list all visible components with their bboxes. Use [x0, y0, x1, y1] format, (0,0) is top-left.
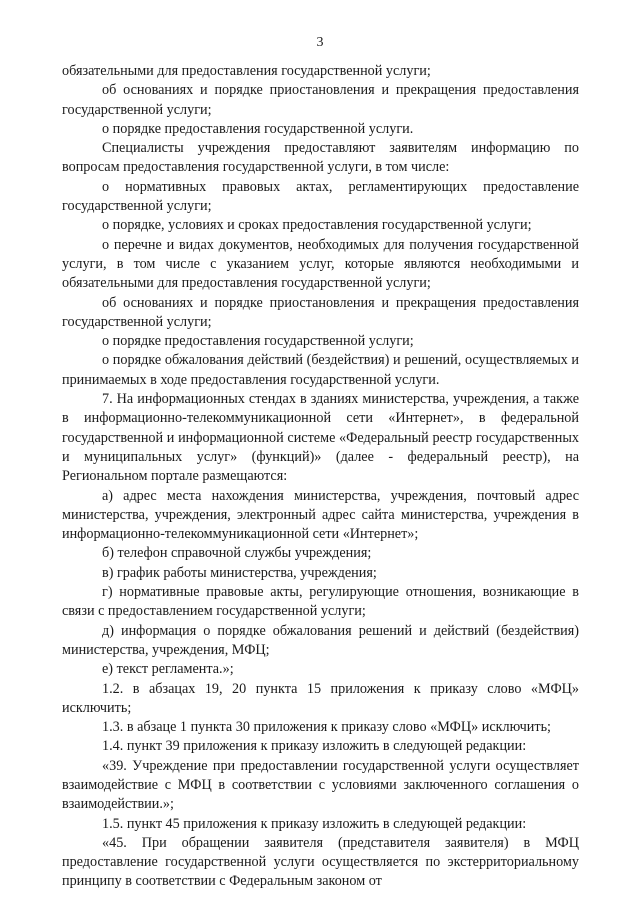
document-body	[62, 62, 579, 892]
paragraph: 1.5. пункт 45 приложения к приказу изложить в следующей редакции:	[102, 815, 527, 832]
paragraph: е) текст регламента.»;	[102, 661, 234, 678]
paragraph: обязательными для предоставления государственной услуги;	[62, 63, 431, 79]
paragraph: а) адрес места нахождения министерства, учреждения, почтовый адрес министерства, учреждения, электронный адрес сайта министерства, учреждения в информационно-телекоммуникационной сети «Интернет»;	[62, 487, 579, 543]
paragraph: о перечне и видах документов, необходимых для получения государственной услуги, в том числе с указанием услуг, которые являются необходимыми и обязательными для предоставления государственной услуги;	[62, 236, 579, 292]
paragraph: б) телефон справочной службы учреждения;	[102, 545, 372, 562]
paragraph: о порядке обжалования действий (бездействия) и решений, осуществляемых и принимаемых в ходе предоставления государственной услуги.	[62, 352, 579, 388]
paragraph: «45. При обращении заявителя (представителя заявителя) в МФЦ предоставление государственной услуги осуществляется по экстерриториальному принципу в соответствии с Федеральным законом от	[62, 834, 579, 890]
paragraph: 1.2. в абзацах 19, 20 пункта 15 приложения к приказу слово «МФЦ» исключить;	[62, 680, 579, 716]
paragraph: о нормативных правовых актах, регламентирующих предоставление государственной услуги;	[62, 178, 579, 215]
paragraph: Специалисты учреждения предоставляют заявителям информацию по вопросам предоставления государственной услуги, в том числе:	[62, 140, 579, 176]
paragraph: 1.3. в абзаце 1 пункта 30 приложения к приказу слово «МФЦ» исключить;	[102, 719, 552, 736]
paragraph: о порядке предоставления государственной услуги;	[102, 333, 414, 350]
page-number: 3	[316, 35, 324, 50]
paragraph: 7. На информационных стендах в зданиях министерства, учреждения, а также в информационно-телекоммуникационной сети «Интернет», в федеральной государственной и информационной системе «Федеральный реестр государственных и муниципальных услуг» (функций)» (далее - федеральный реестр), на Региональном портале размещаются:	[62, 391, 579, 485]
paragraph: г) нормативные правовые акты, регулирующие отношения, возникающие в связи с предоставлением государственной услуги;	[62, 584, 579, 620]
paragraph: «39. Учреждение при предоставлении государственной услуги осуществляет взаимодействие с МФЦ в соответствии с условиями заключенного соглашения о взаимодействии.»;	[62, 757, 579, 813]
paragraph: в) график работы министерства, учреждения;	[102, 564, 377, 581]
paragraph: о порядке, условиях и сроках предоставления государственной услуги;	[102, 217, 532, 234]
paragraph: об основаниях и порядке приостановления и прекращения предоставления государственной услуги;	[62, 82, 579, 118]
paragraph: 1.4. пункт 39 приложения к приказу изложить в следующей редакции:	[102, 738, 527, 755]
paragraph: об основаниях и порядке приостановления и прекращения предоставления государственной услуги;	[62, 294, 579, 330]
paragraph: о порядке предоставления государственной услуги.	[102, 120, 414, 137]
paragraph: д) информация о порядке обжалования решений и действий (бездействия) министерства, учреждения, МФЦ;	[62, 622, 579, 658]
